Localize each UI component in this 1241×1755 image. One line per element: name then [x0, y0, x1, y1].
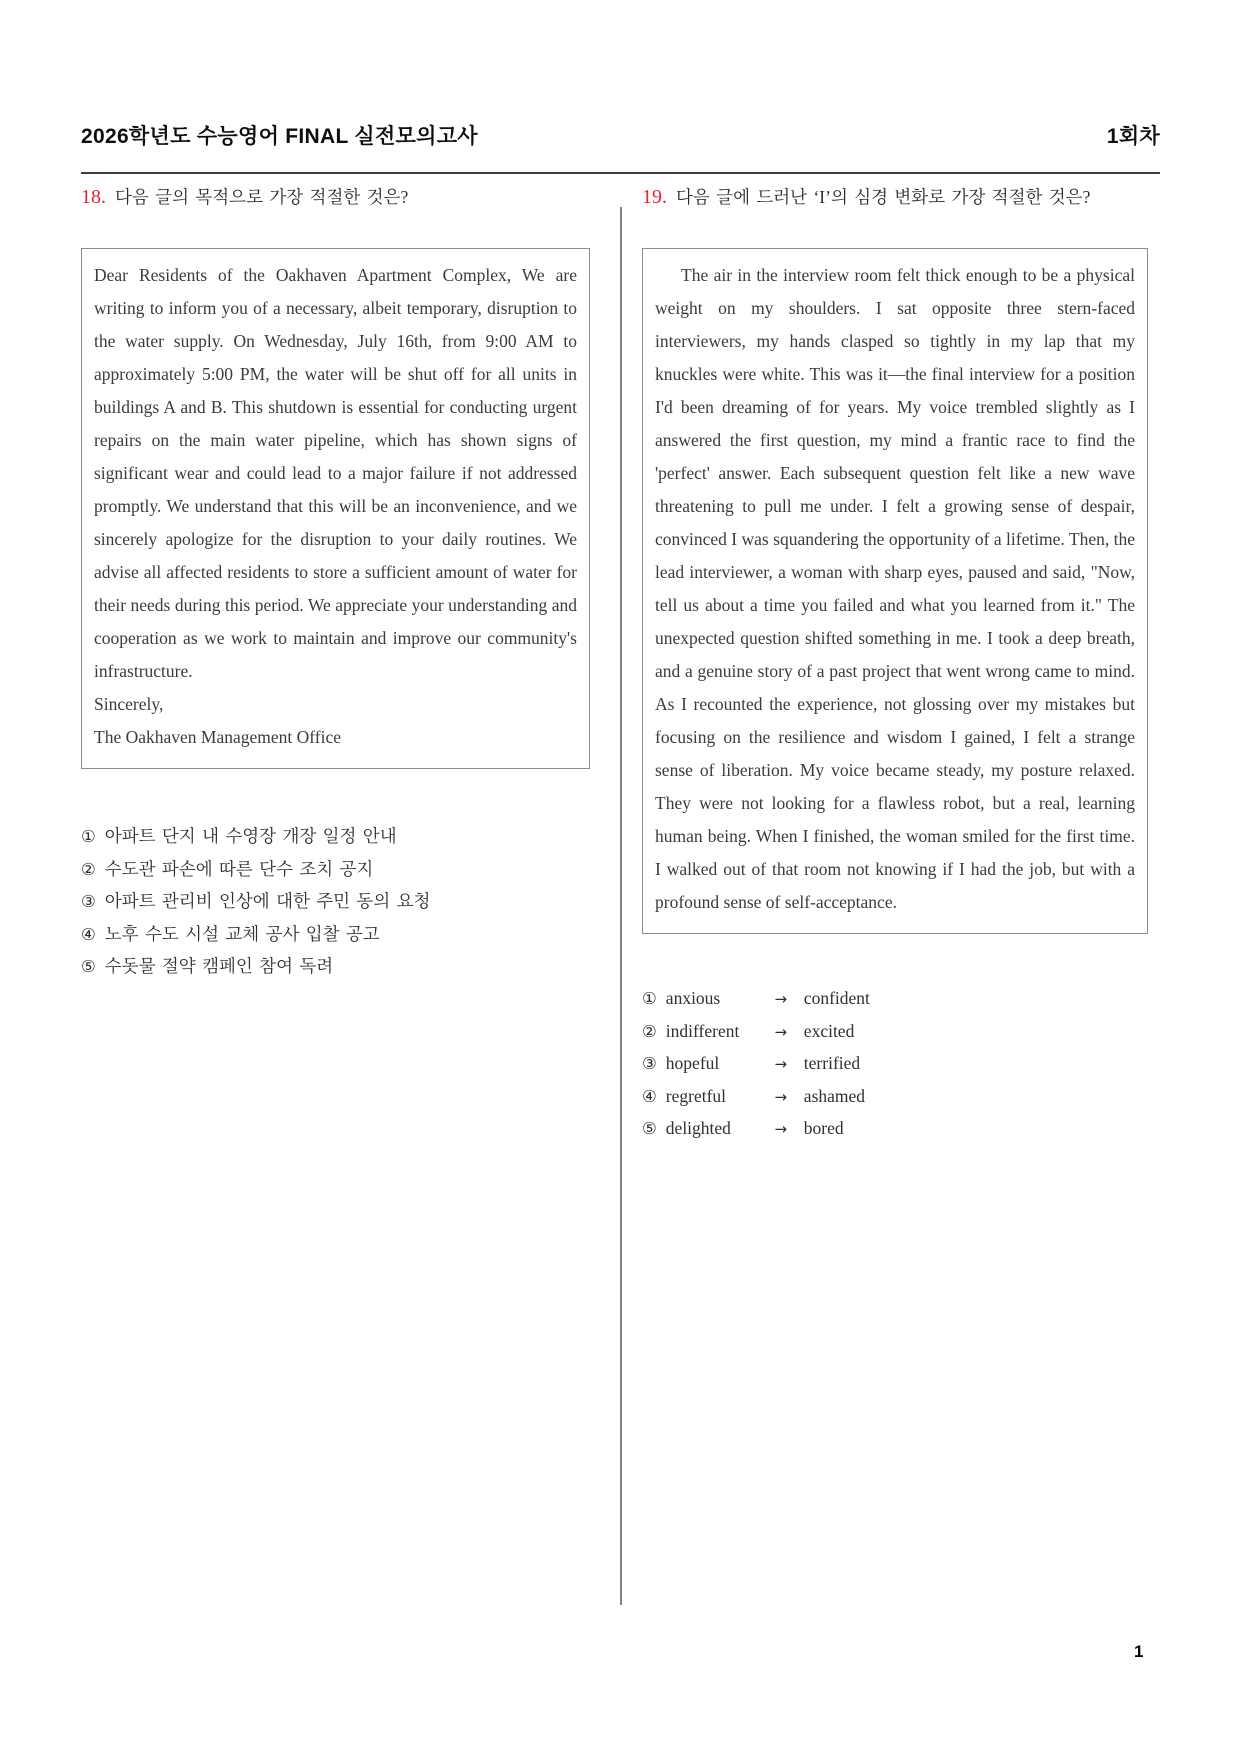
- question-19-title: [642, 184, 1148, 210]
- option-marker: ⑤: [642, 1119, 657, 1138]
- question-18-option-1: [81, 823, 590, 856]
- question-18-closing-line: Sincerely,: [94, 694, 164, 714]
- question-19-option-4: [642, 1086, 1148, 1119]
- question-18-title: [81, 184, 590, 210]
- question-18-passage-text: Dear Residents of the Oakhaven Apartment Complex, We are writing to inform you of a necessary, albeit temporary, disruption to the water supply. On Wednesday, July 16th, from 9:00 AM to approximately 5:00 PM, the water will be shut off for all units in buildings A and B. This shutdown is essential for conducting urgent repairs on the main water pipeline, which has shown signs of significant wear and could lead to a major failure if not addressed promptly. We understand that this will be an inconvenience, and we sincerely apologize for the disruption to your daily routines. We advise all affected residents to store a sufficient amount of water for their needs during this period. We appreciate your understanding and cooperation as we work to maintain and improve our community's infrastructure.: [94, 265, 577, 681]
- question-18-option-2: [81, 856, 590, 889]
- option-text: 아파트 관리비 인상에 대한 주민 동의 요청: [104, 891, 431, 911]
- question-18-prompt: 다음 글의 목적으로 가장 적절한 것은?: [115, 187, 409, 207]
- option-marker: ④: [81, 924, 96, 944]
- option-text: 수돗물 절약 캠페인 참여 독려: [104, 956, 334, 976]
- option-marker: ④: [642, 1086, 657, 1106]
- right-arrow-icon: →: [774, 1055, 788, 1073]
- question-19-prompt: 다음 글에 드러난 ‘I’의 심경 변화로 가장 적절한 것은?: [676, 187, 1091, 207]
- question-18-option-4: [81, 921, 590, 954]
- option-to-word: excited: [803, 1020, 855, 1041]
- option-text: 노후 수도 시설 교체 공사 입찰 공고: [104, 923, 380, 944]
- option-marker: ②: [81, 859, 96, 879]
- question-19-option-2: [642, 1021, 1148, 1054]
- option-from-word: indifferent: [665, 1020, 740, 1041]
- page-header: [81, 120, 1160, 150]
- option-from-word: hopeful: [665, 1053, 720, 1073]
- question-19-passage-text: The air in the interview room felt thick enough to be a physical weight on my shoulders. I sat opposite three stern-faced interviewers, my hands clasped so tightly in my lap that my knuckles were white. This was it—the final interview for a position I'd been dreaming of for years. My voice trembled slightly as I answered the first question, my mind a frantic race to find the 'perfect' answer. Each subsequent question felt like a new wave threatening to pull me under. I felt a growing sense of despair, convinced I was squandering the opportunity of a lifetime. Then, the lead interviewer, a woman with sharp eyes, paused and said, "Now, tell us about a time you failed and what you learned from it." The unexpected question shifted something in me. I took a deep breath, and a genuine story of a past project that went wrong came to mind. As I recounted the experience, not glossing over my mistakes but focusing on the resilience and wisdom I gained, I felt a strange sense of liberation. My voice became steady, my posture relaxed. They were not looking for a flawless robot, but a real, learning human being. When I finished, the woman smiled for the first time. I walked out of that room not knowing if I had the job, but with a profound sense of self-acceptance.: [655, 265, 1135, 912]
- page-number: 1: [1134, 1642, 1144, 1661]
- right-arrow-icon: →: [774, 990, 788, 1008]
- option-from-word: regretful: [665, 1085, 727, 1106]
- question-18-closing-line: The Oakhaven Management Office: [94, 727, 341, 747]
- question-18: [81, 184, 590, 986]
- right-arrow-icon: →: [774, 1087, 788, 1106]
- question-19-option-1: [642, 988, 1148, 1021]
- question-18-option-3: [81, 888, 590, 921]
- question-19: [642, 184, 1148, 1151]
- option-marker: ③: [81, 892, 96, 911]
- column-divider: [620, 207, 622, 1605]
- option-marker: ②: [642, 1021, 657, 1041]
- option-to-word: confident: [803, 988, 870, 1008]
- option-to-word: ashamed: [803, 1085, 866, 1106]
- exam-round-badge: 1회차: [1106, 125, 1160, 148]
- question-18-number: 18.: [81, 186, 106, 208]
- option-text: 수도관 파손에 따른 단수 조치 공지: [104, 858, 374, 879]
- option-from-word: anxious: [665, 988, 721, 1008]
- header-rule: [81, 172, 1160, 174]
- question-19-passage-box: [642, 248, 1148, 934]
- right-arrow-icon: →: [774, 1120, 788, 1138]
- option-to-word: bored: [803, 1118, 844, 1138]
- right-arrow-icon: →: [774, 1022, 788, 1041]
- question-18-passage-box: [81, 248, 590, 769]
- option-marker: ③: [642, 1054, 657, 1073]
- question-19-options: [642, 988, 1148, 1151]
- question-19-number: 19.: [642, 186, 667, 208]
- question-18-option-5: [81, 953, 590, 986]
- question-18-options: [81, 823, 590, 986]
- option-marker: ①: [81, 827, 96, 846]
- exam-title: 2026학년도 수능영어 FINAL 실전모의고사: [81, 125, 478, 148]
- question-19-option-3: [642, 1053, 1148, 1086]
- option-text: 아파트 단지 내 수영장 개장 일정 안내: [104, 826, 397, 846]
- option-from-word: delighted: [665, 1118, 731, 1138]
- option-marker: ①: [642, 989, 657, 1008]
- option-to-word: terrified: [803, 1053, 861, 1073]
- option-marker: ⑤: [81, 957, 96, 976]
- question-19-option-5: [642, 1118, 1148, 1151]
